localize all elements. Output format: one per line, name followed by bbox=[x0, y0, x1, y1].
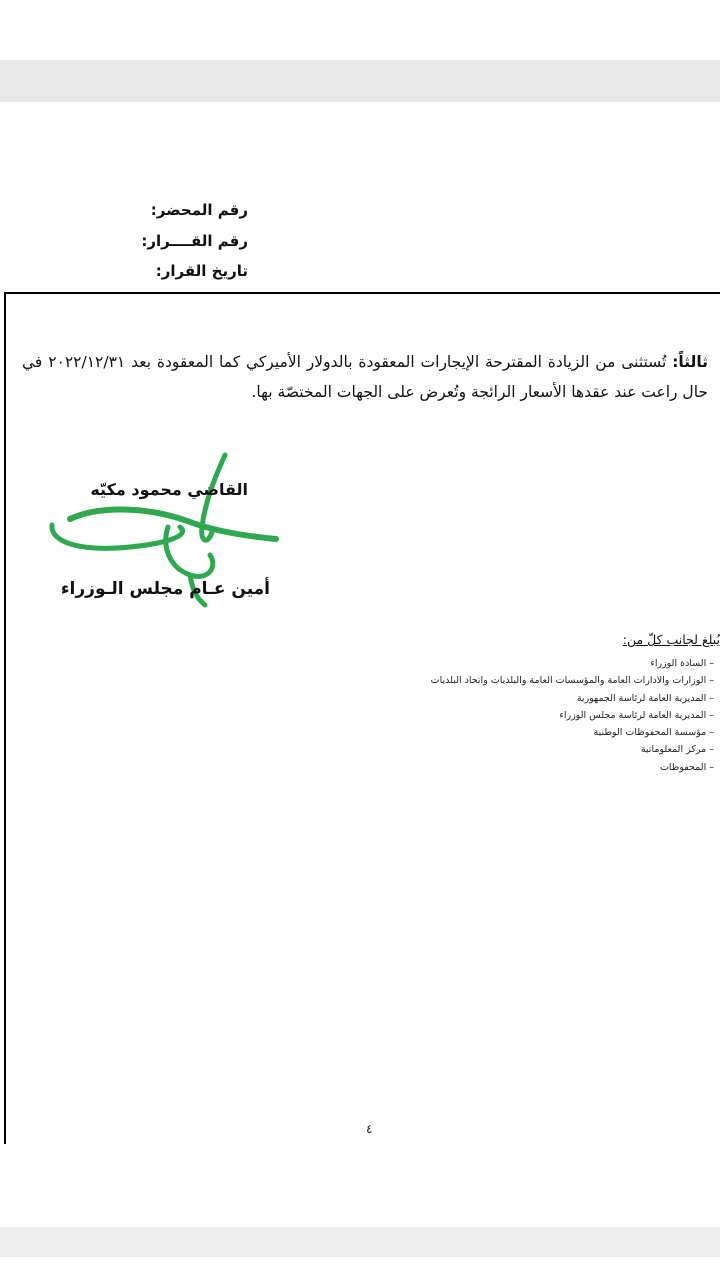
distribution-item: – مركز المعلوماتية bbox=[431, 741, 714, 758]
minutes-number-value bbox=[0, 201, 48, 219]
signature-stroke bbox=[52, 525, 183, 548]
signature-stroke bbox=[70, 510, 276, 539]
decision-date-row bbox=[48, 258, 248, 284]
distribution-list bbox=[431, 655, 714, 776]
document-page[interactable] bbox=[0, 102, 720, 1227]
minutes-number-row bbox=[48, 197, 248, 223]
decision-number-label: رقم القــــرار: bbox=[141, 232, 248, 250]
decision-date-label: تاريخ القرار: bbox=[155, 262, 248, 280]
viewer-top-bar bbox=[0, 0, 720, 60]
decision-date-value bbox=[0, 262, 48, 280]
decision-number-row bbox=[48, 228, 248, 254]
distribution-item: – المحفوظات bbox=[431, 759, 714, 776]
distribution-title: يُبلغ لجانب كلّ من: bbox=[622, 632, 720, 647]
clause-text: تُستثنى من الزيادة المقترحة الإيجارات المعقودة بالدولار الأميركي كما المعقودة بعد ٢٠٢٢/١٢/٣١ في حال راعت عند عقدها الأسعار الرائجة وتُعرض على الجهات المختصّة بها. bbox=[22, 353, 708, 401]
distribution-item: – المديرية العامة لرئاسة الجمهورية bbox=[431, 690, 714, 707]
viewer-toolbar-strip bbox=[0, 60, 720, 102]
signature-stroke bbox=[166, 527, 213, 576]
minutes-number-label: رقم المحضر: bbox=[150, 201, 248, 219]
signatory-name: القاضي محمود مكيّه bbox=[90, 480, 248, 499]
viewer-bottom-bar bbox=[0, 1257, 720, 1280]
clause-heading: ثالثاً: bbox=[672, 353, 708, 371]
distribution-item: – السادة الوزراء bbox=[431, 655, 714, 672]
signatory-title: أمين عـام مجلس الـوزراء bbox=[60, 579, 270, 599]
distribution-item: – مؤسسة المحفوظات الوطنية bbox=[431, 724, 714, 741]
page-number: ٤ bbox=[366, 1122, 373, 1136]
clause-paragraph bbox=[22, 347, 708, 407]
decision-number-value bbox=[0, 232, 48, 250]
distribution-item: – الوزارات والادارات العامة والمؤسسات العامة والبلديات واتحاد البلديات bbox=[431, 672, 714, 689]
distribution-item: – المديرية العامة لرئاسة مجلس الوزراء bbox=[431, 707, 714, 724]
